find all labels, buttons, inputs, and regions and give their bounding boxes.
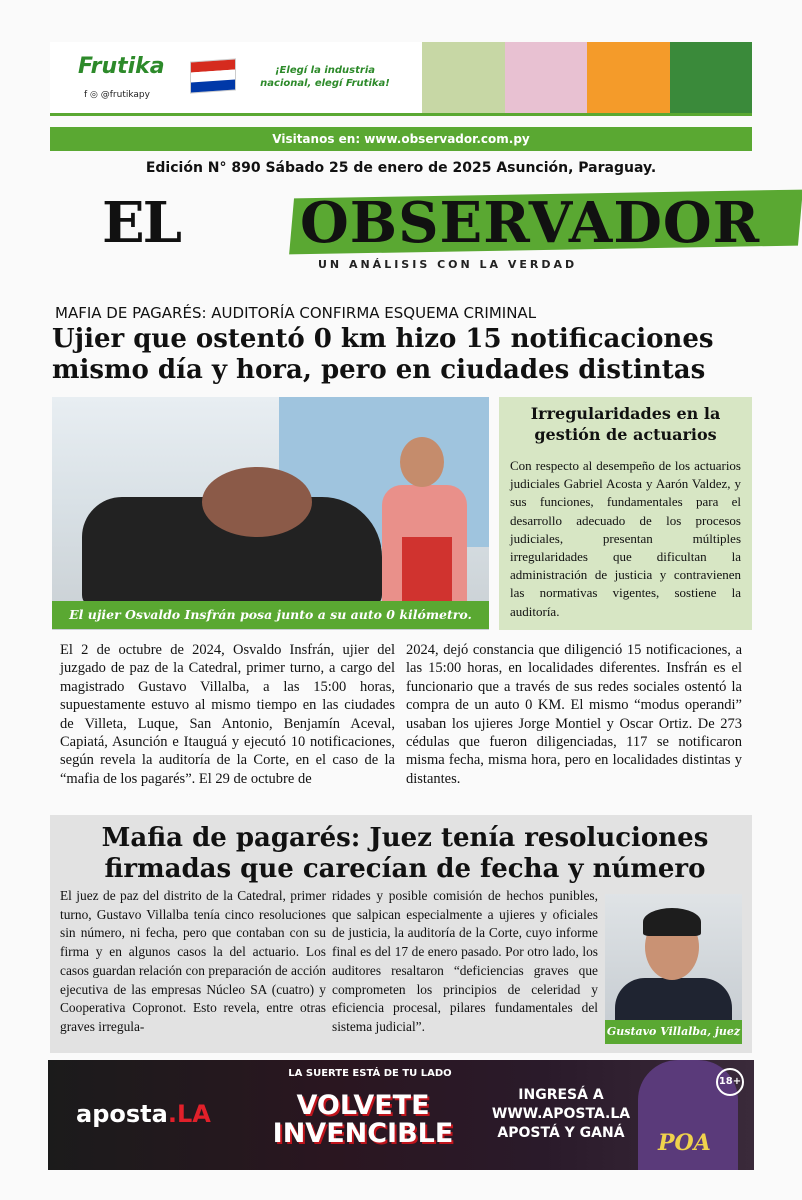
edition-line: Edición N° 890 Sábado 25 de enero de 2025 Asunción, Paraguay. xyxy=(145,160,657,176)
ad-photo-factory xyxy=(422,42,505,116)
judge-portrait xyxy=(605,894,742,1024)
age-restriction-badge: 18+ xyxy=(716,1068,744,1096)
frutika-ad-photos xyxy=(422,42,752,116)
aposta-cta: INGRESÁ A WWW.APOSTA.LA APOSTÁ Y GANÁ xyxy=(491,1087,631,1141)
paraguay-flag-icon xyxy=(190,58,236,93)
aposta-logo-prefix: aposta xyxy=(76,1100,168,1128)
ad-photo-store xyxy=(670,42,753,116)
aposta-ad-banner[interactable] xyxy=(48,1060,754,1170)
story2-column-2: ridades y posible comisión de hechos punibles, que salpican especialmente a ujieres y oficiales de justicia, la auditoría de la Corte, cuyo informe final es del 17 de enero pasado. Por otro lado, los auditores resaltaron “deficiencias graves que comprometen los principios de celeridad y eficiencia procesal, pilares fundamentales del sistema judicial”. xyxy=(332,888,598,1034)
frutika-social-handle: f ◎ @frutikapy xyxy=(84,90,150,100)
visit-website-bar[interactable]: Visitanos en: www.observador.com.py xyxy=(50,127,752,151)
aposta-logo-suffix: .LA xyxy=(167,1100,211,1128)
ujier-car-photo xyxy=(52,397,489,630)
person-head xyxy=(400,437,444,487)
aposta-jersey-text: POA xyxy=(658,1130,711,1156)
irregularities-sidebox xyxy=(499,397,752,630)
story1-kicker: MAFIA DE PAGARÉS: AUDITORÍA CONFIRMA ESQUEMA CRIMINAL xyxy=(55,304,537,322)
person-shape xyxy=(382,437,467,607)
frutika-brand-logo: Frutika xyxy=(78,54,165,79)
newspaper-logo xyxy=(102,186,761,256)
photo2-caption: Gustavo Villalba, juez xyxy=(605,1020,742,1044)
judge-hair xyxy=(643,908,701,936)
photo1-caption: El ujier Osvaldo Insfrán posa junto a su auto 0 kilómetro. xyxy=(52,601,489,629)
story1-headline: Ujier que ostentó 0 km hizo 15 notificaciones mismo día y hora, pero en ciudades distintas xyxy=(52,324,714,385)
sidebox-title: Irregularidades en la gestión de actuarios xyxy=(530,404,721,444)
story1-column-2: 2024, dejó constancia que diligenció 15 notificaciones, a las 15:00 horas, en localidades diferentes. Insfrán es el funcionario que a través de sus redes sociales ostentó la compra de un auto 0 KM. El mismo “modus operandi” usaban los ujieres Jorge Montiel y Oscar Ortiz. De 273 cédulas que fueron diligenciadas, 117 se notificaron misma fecha, misma hora, pero en localidades distintas y distantes. xyxy=(406,642,742,787)
aposta-lucky-text: LA SUERTE ESTÁ DE TU LADO xyxy=(288,1068,452,1079)
story2-column-1: El juez de paz del distrito de la Catedral, primer turno, Gustavo Villalba tenía cinco resoluciones sin número, ni fecha, pero que contaban con su firma y en algunos casos la del actuario. Los casos guardan relación con preparación de acción ejecutiva de las empresas Núcleo SA (cuatro) y Cooperativa Copronot. Esto revela, entre otras graves irregula- xyxy=(60,888,326,1034)
frutika-ad-banner[interactable] xyxy=(50,42,752,116)
frutika-slogan: ¡Elegí la industria nacional, elegí Frutika! xyxy=(260,65,390,89)
aposta-logo xyxy=(76,1100,211,1128)
ad-photo-juice xyxy=(505,42,588,116)
judge-suit xyxy=(615,978,732,1024)
sidebox-text: Con respecto al desempeño de los actuarios judiciales Gabriel Acosta y Aarón Valdez, y sus funciones, fundamentales para el desarrollo adecuado de los procesos judiciales, presentan múltiples irregularidades que dificultan la administración de justicia y contravienen las normativas vigentes, sostiene la auditoría. xyxy=(510,458,741,619)
story2-headline: Mafia de pagarés: Juez tenía resoluciones firmadas que carecían de fecha y número xyxy=(101,823,709,884)
story1-column-1: El 2 de octubre de 2024, Osvaldo Insfrán, ujier del juzgado de paz de la Catedral, primer turno, a cargo del magistrado Gustavo Villalba, a las 15:00 horas, supuestamente estuvo al mismo tiempo en las ciudades de Villeta, Luque, San Antonio, Benjamín Aceval, Capiatá, Asunción e Itauguá y ejecutó 10 notificaciones, según revela la auditoría de la Corte, en el caso de la “mafia de los pagarés”. El 29 de octubre de xyxy=(60,642,395,787)
tagline: UN ANÁLISIS CON LA VERDAD xyxy=(318,258,578,271)
ad-photo-oranges xyxy=(587,42,670,116)
logo-el: EL xyxy=(102,190,181,256)
aposta-headline: VOLVETE INVENCIBLE xyxy=(272,1090,454,1149)
gift-bow xyxy=(202,467,312,537)
flag-stripe-blue xyxy=(191,79,235,92)
logo-observador: OBSERVADOR xyxy=(300,190,761,256)
